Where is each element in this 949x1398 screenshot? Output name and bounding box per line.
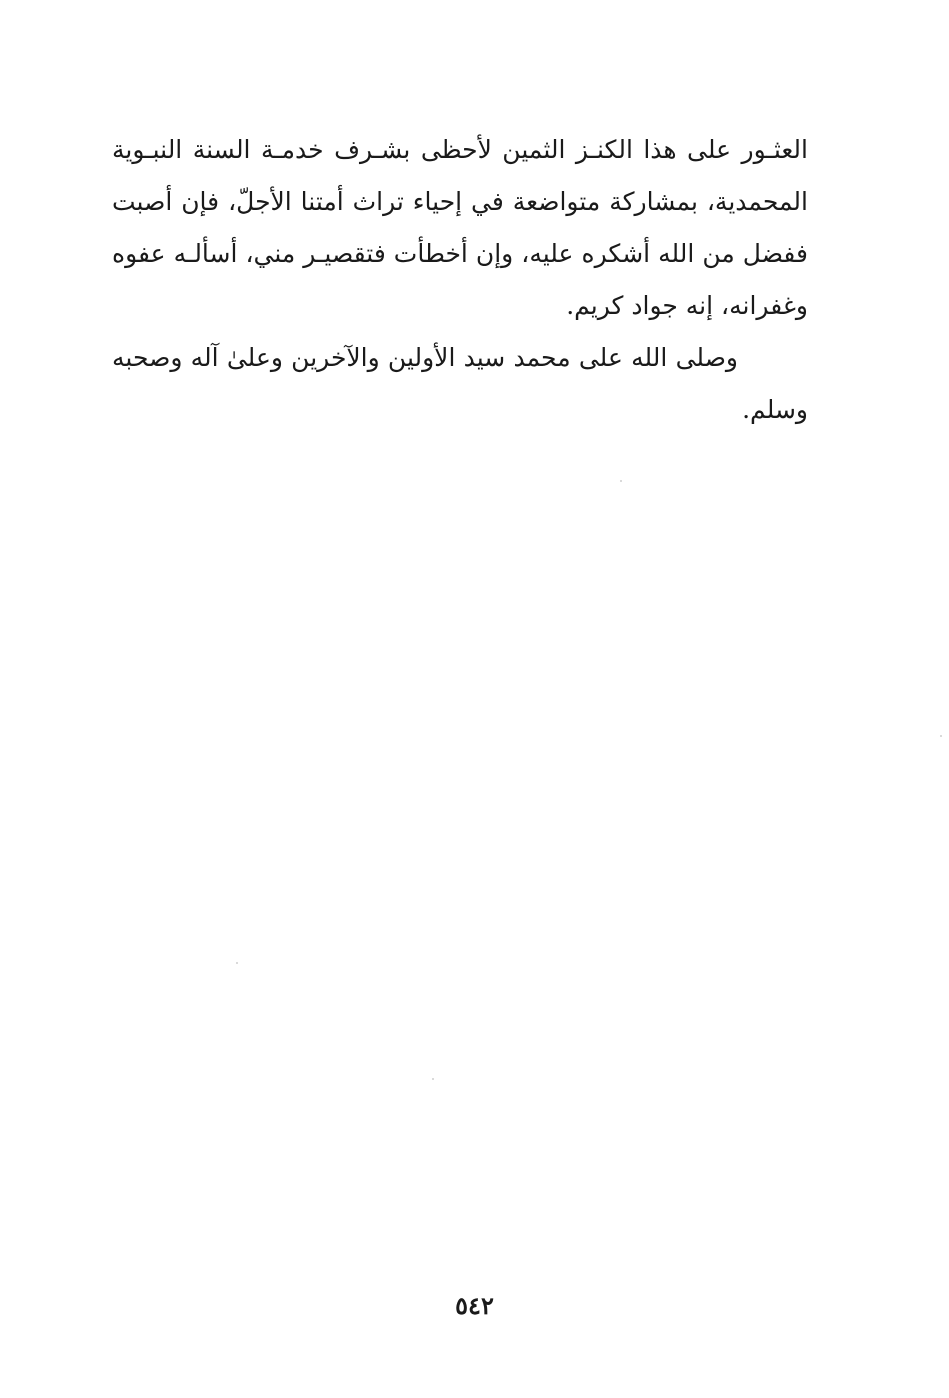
scan-speck (432, 1078, 434, 1080)
scan-speck (620, 480, 622, 482)
scan-speck (940, 735, 942, 737)
paragraph-1 (112, 124, 808, 332)
text-line: وصلى الله على محمد سيد الأولين والآخرين وعلىٰ آله وصحبه (112, 343, 738, 372)
scan-speck (236, 962, 238, 964)
text-line: العثـور على هذا الكنـز الثمين لأحظى بشـرف خدمـة السنة النبـوية (112, 135, 808, 164)
text-line: المحمدية، بمشاركة متواضعة في إحياء تراث أمتنا الأجلّ، فإن أصبت (112, 187, 808, 216)
page-number: ٥٤٢ (455, 1291, 494, 1320)
paragraph-2 (112, 332, 808, 436)
text-line: ففضل من الله أشكره عليه، وإن أخطأت فتقصيـر مني، أسألـه عفوه (112, 239, 808, 268)
text-line: وسلم. (742, 395, 808, 424)
text-line: وغفرانه، إنه جواد كريم. (566, 291, 808, 320)
body-text (112, 124, 808, 436)
